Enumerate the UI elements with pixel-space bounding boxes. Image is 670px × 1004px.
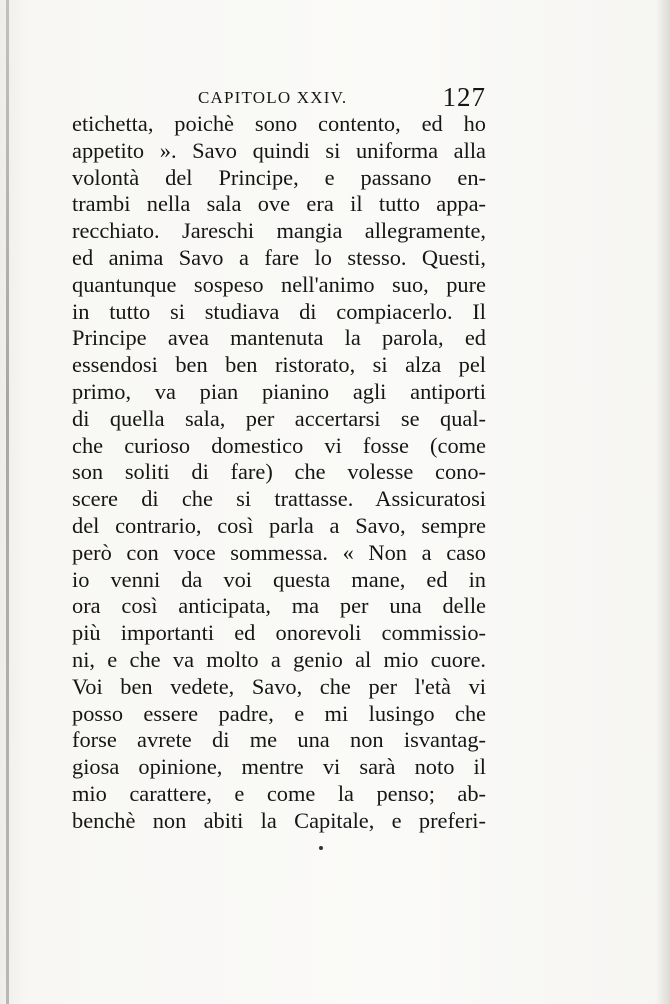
page-number: 127 (442, 82, 486, 112)
text-line: però con voce sommessa. « Non a caso (72, 539, 486, 565)
text-line: mio carattere, e come la penso; ab- (72, 780, 486, 806)
text-line: etichetta, poichè sono contento, ed ho (72, 111, 486, 136)
text-line: che curioso domestico vi fosse (come (72, 432, 486, 458)
text-line: forse avrete di me una non isvantag- (72, 727, 486, 753)
text-line: posso essere padre, e mi lusingo che (72, 700, 486, 726)
text-line: del contrario, così parla a Savo, sempre (72, 512, 486, 538)
text-line: più importanti ed onorevoli commissio- (72, 620, 486, 646)
text-line: benchè non abiti la Capitale, e preferi- (72, 807, 486, 833)
text-line: giosa opinione, mentre vi sarà noto il (72, 754, 486, 780)
text-line: Voi ben vedete, Savo, che per l'età vi (72, 673, 486, 699)
text-line: ora così anticipata, ma per una delle (72, 593, 486, 619)
ink-speck (319, 846, 323, 850)
text-line: son soliti di fare) che volesse cono- (72, 459, 486, 485)
text-line: trambi nella sala ove era il tutto appa- (72, 191, 486, 217)
running-head: CAPITOLO XXIV. (198, 88, 348, 107)
text-line: scere di che si trattasse. Assicuratosi (72, 486, 486, 512)
text-line: ed anima Savo a fare lo stesso. Questi, (72, 244, 486, 270)
text-line: primo, va pian pianino agli antiporti (72, 378, 486, 404)
page-gutter-shadow (6, 0, 9, 1004)
text-line: io venni da voi questa mane, ed in (72, 566, 486, 592)
text-line: appetito ». Savo quindi si uniforma alla (72, 137, 486, 163)
text-line: volontà del Principe, e passano en- (72, 164, 486, 190)
text-line: in tutto si studiava di compiacerlo. Il (72, 298, 486, 324)
text-line: essendosi ben ben ristorato, si alza pel (72, 352, 486, 378)
text-line: Principe avea mantenuta la parola, ed (72, 325, 486, 351)
text-line: ni, e che va molto a genio al mio cuore. (72, 646, 486, 672)
page-header (72, 82, 486, 112)
body-text (72, 111, 486, 835)
text-line: recchiato. Jareschi mangia allegramente, (72, 218, 486, 244)
text-line: di quella sala, per accertarsi se qual- (72, 405, 486, 431)
text-line: quantunque sospeso nell'animo suo, pure (72, 271, 486, 297)
page-edge-shadow (656, 0, 670, 1004)
